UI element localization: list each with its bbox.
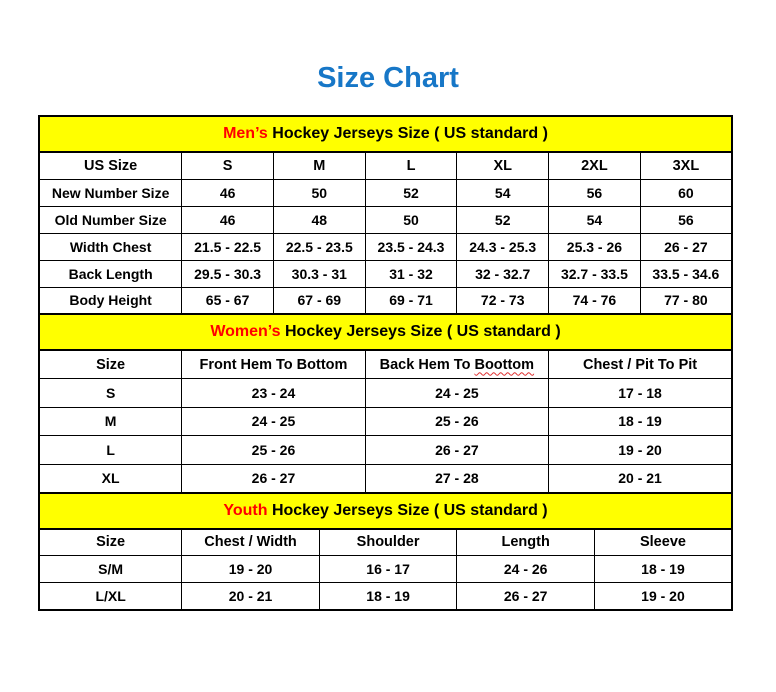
mens-row-label: Body Height	[39, 287, 182, 314]
womens-header-row	[39, 350, 732, 379]
youth-section-heading	[38, 492, 733, 530]
womens-row-label: L	[39, 436, 182, 465]
youth-value-cell: 24 - 26	[457, 556, 595, 583]
womens-column-header: Back Hem To Boottom	[365, 350, 548, 379]
mens-section-heading	[38, 115, 733, 153]
mens-value-cell: 50	[365, 206, 457, 233]
mens-value-cell: 32 - 32.7	[457, 260, 549, 287]
misspelling-squiggle: Boottom	[474, 356, 535, 373]
womens-section	[38, 313, 733, 494]
womens-value-cell: 18 - 19	[549, 407, 732, 436]
youth-size-table	[38, 528, 733, 611]
womens-row-label: M	[39, 407, 182, 436]
youth-value-cell: 26 - 27	[457, 583, 595, 610]
youth-value-cell: 18 - 19	[319, 583, 457, 610]
mens-value-cell: 48	[273, 206, 365, 233]
womens-heading-accent: Women’s	[210, 323, 281, 340]
mens-column-header: L	[365, 152, 457, 179]
youth-column-header: Sleeve	[594, 529, 732, 556]
mens-value-cell: 69 - 71	[365, 287, 457, 314]
mens-value-cell: 31 - 32	[365, 260, 457, 287]
mens-value-cell: 33.5 - 34.6	[640, 260, 732, 287]
womens-value-cell: 26 - 27	[182, 464, 365, 493]
mens-column-header: US Size	[39, 152, 182, 179]
mens-column-header: 2XL	[549, 152, 641, 179]
womens-section-heading	[38, 313, 733, 351]
page-title: Size Chart	[317, 62, 459, 94]
youth-value-cell: 19 - 20	[594, 583, 732, 610]
womens-column-header: Chest / Pit To Pit	[549, 350, 732, 379]
womens-column-header: Size	[39, 350, 182, 379]
mens-value-cell: 74 - 76	[549, 287, 641, 314]
womens-value-cell: 17 - 18	[549, 379, 732, 408]
youth-row-label: S/M	[39, 556, 182, 583]
mens-header-row	[39, 152, 732, 179]
mens-section	[38, 115, 733, 315]
mens-value-cell: 25.3 - 26	[549, 233, 641, 260]
mens-value-cell: 26 - 27	[640, 233, 732, 260]
youth-data-row	[39, 583, 732, 610]
youth-header-row	[39, 529, 732, 556]
mens-data-row	[39, 179, 732, 206]
mens-value-cell: 56	[549, 179, 641, 206]
womens-heading-text: Hockey Jerseys Size ( US standard )	[280, 323, 561, 340]
mens-value-cell: 72 - 73	[457, 287, 549, 314]
womens-data-row	[39, 407, 732, 436]
mens-value-cell: 56	[640, 206, 732, 233]
womens-data-row	[39, 379, 732, 408]
mens-value-cell: 46	[182, 206, 274, 233]
mens-data-row	[39, 206, 732, 233]
youth-column-header: Shoulder	[319, 529, 457, 556]
mens-value-cell: 21.5 - 22.5	[182, 233, 274, 260]
mens-value-cell: 23.5 - 24.3	[365, 233, 457, 260]
mens-value-cell: 29.5 - 30.3	[182, 260, 274, 287]
womens-value-cell: 19 - 20	[549, 436, 732, 465]
womens-value-cell: 25 - 26	[365, 407, 548, 436]
mens-value-cell: 50	[273, 179, 365, 206]
mens-column-header: M	[273, 152, 365, 179]
mens-value-cell: 54	[457, 179, 549, 206]
youth-column-header: Size	[39, 529, 182, 556]
womens-size-table	[38, 349, 733, 494]
mens-value-cell: 54	[549, 206, 641, 233]
womens-value-cell: 20 - 21	[549, 464, 732, 493]
womens-row-label: S	[39, 379, 182, 408]
mens-value-cell: 77 - 80	[640, 287, 732, 314]
youth-value-cell: 16 - 17	[319, 556, 457, 583]
womens-row-label: XL	[39, 464, 182, 493]
mens-value-cell: 60	[640, 179, 732, 206]
mens-data-row	[39, 287, 732, 314]
mens-value-cell: 67 - 69	[273, 287, 365, 314]
youth-data-row	[39, 556, 732, 583]
mens-size-table	[38, 151, 733, 315]
mens-row-label: Width Chest	[39, 233, 182, 260]
womens-data-row	[39, 436, 732, 465]
youth-column-header: Length	[457, 529, 595, 556]
womens-value-cell: 25 - 26	[182, 436, 365, 465]
mens-column-header: 3XL	[640, 152, 732, 179]
womens-column-header: Front Hem To Bottom	[182, 350, 365, 379]
mens-row-label: New Number Size	[39, 179, 182, 206]
mens-row-label: Back Length	[39, 260, 182, 287]
mens-value-cell: 52	[457, 206, 549, 233]
mens-value-cell: 22.5 - 23.5	[273, 233, 365, 260]
womens-value-cell: 24 - 25	[365, 379, 548, 408]
mens-row-label: Old Number Size	[39, 206, 182, 233]
mens-column-header: S	[182, 152, 274, 179]
mens-data-row	[39, 233, 732, 260]
mens-data-row	[39, 260, 732, 287]
mens-value-cell: 46	[182, 179, 274, 206]
youth-row-label: L/XL	[39, 583, 182, 610]
mens-value-cell: 30.3 - 31	[273, 260, 365, 287]
mens-heading-text: Hockey Jerseys Size ( US standard )	[267, 125, 548, 142]
womens-value-cell: 26 - 27	[365, 436, 548, 465]
youth-section	[38, 492, 733, 611]
youth-column-header: Chest / Width	[182, 529, 320, 556]
mens-value-cell: 24.3 - 25.3	[457, 233, 549, 260]
youth-heading-text: Hockey Jerseys Size ( US standard )	[267, 501, 548, 519]
mens-column-header: XL	[457, 152, 549, 179]
youth-heading-accent: Youth	[223, 501, 268, 519]
womens-value-cell: 23 - 24	[182, 379, 365, 408]
mens-value-cell: 52	[365, 179, 457, 206]
mens-value-cell: 32.7 - 33.5	[549, 260, 641, 287]
womens-value-cell: 27 - 28	[365, 464, 548, 493]
mens-heading-accent: Men’s	[223, 125, 268, 142]
size-chart-tables	[38, 115, 733, 611]
womens-value-cell: 24 - 25	[182, 407, 365, 436]
youth-value-cell: 20 - 21	[182, 583, 320, 610]
youth-value-cell: 19 - 20	[182, 556, 320, 583]
womens-data-row	[39, 464, 732, 493]
youth-value-cell: 18 - 19	[594, 556, 732, 583]
mens-value-cell: 65 - 67	[182, 287, 274, 314]
